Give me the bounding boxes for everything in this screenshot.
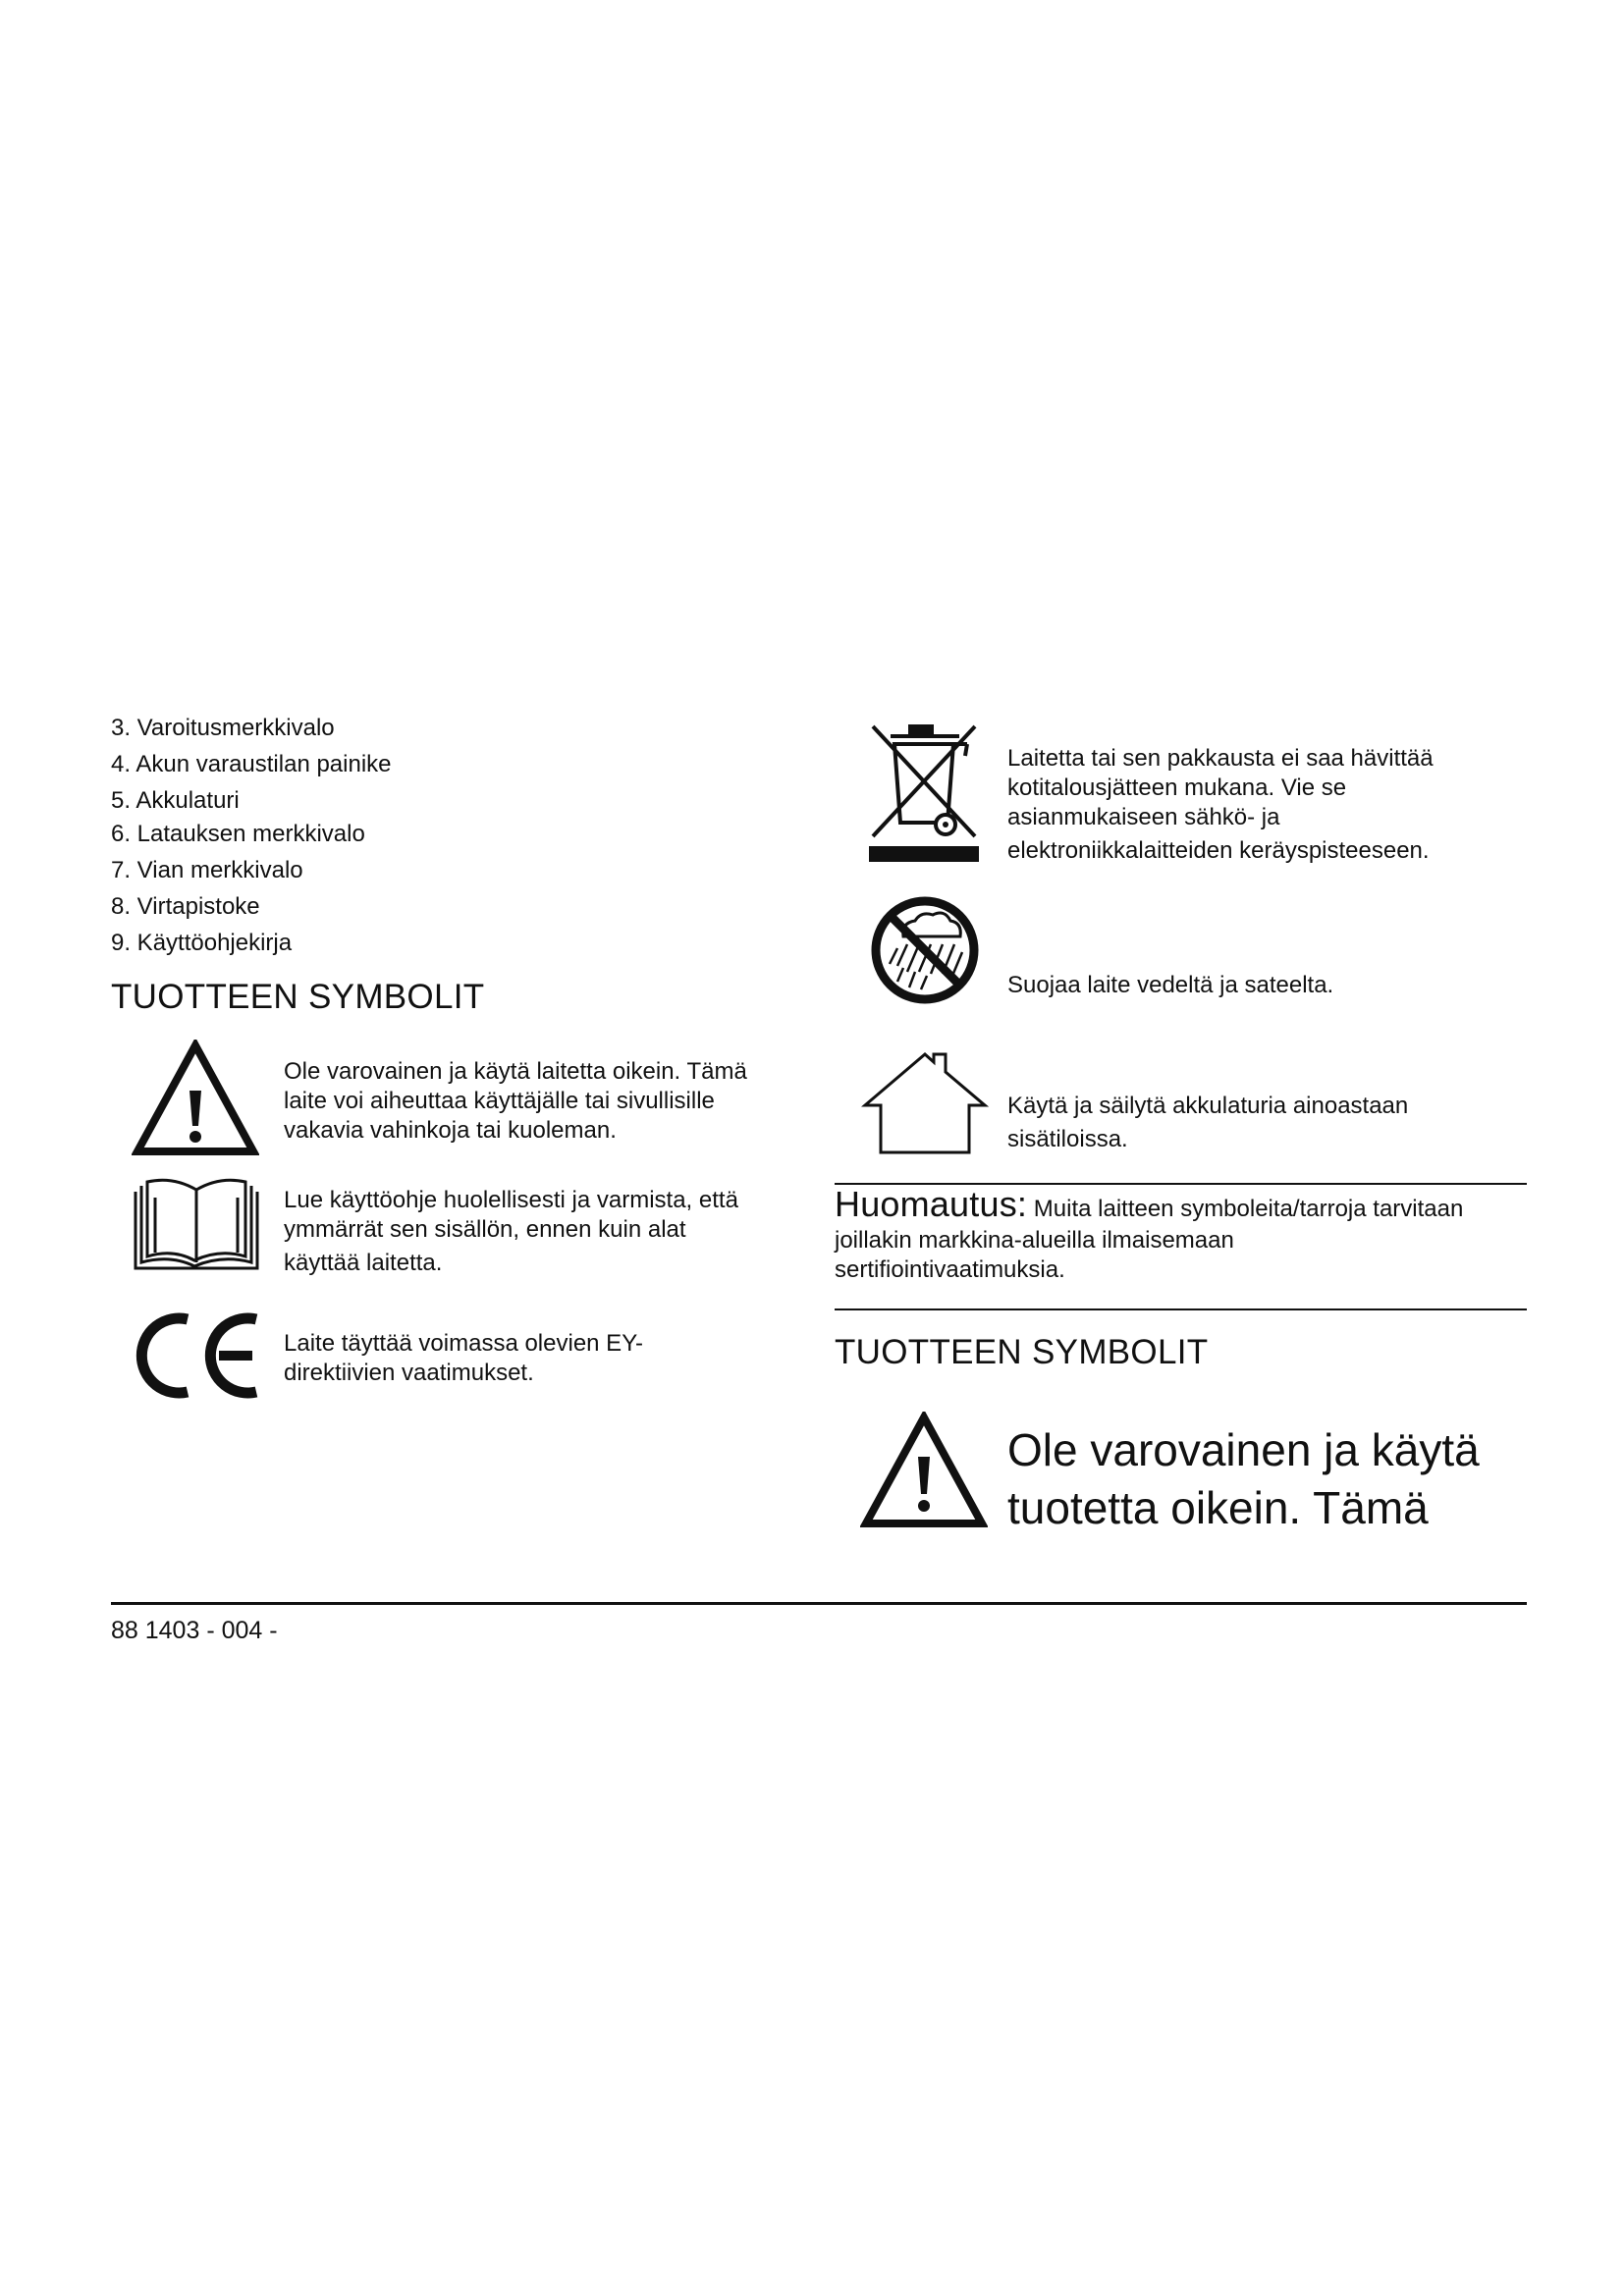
crossed-out-bin-icon	[869, 722, 979, 868]
symbol-description: Laitetta tai sen pakkausta ei saa hävittää kotitalousjätteen mukana. Vie se asianmukaiseen sähkö- ja elektroniikkalaitteiden keräyspisteeseen.	[1007, 745, 1434, 864]
section-heading: TUOTTEEN SYMBOLIT	[111, 978, 485, 1016]
list-item: 5. Akkulaturi	[111, 787, 240, 814]
list-item: 7. Vian merkkivalo	[111, 857, 303, 883]
symbol-description: Ole varovainen ja käytä laitetta oikein. Tämä laite voi aiheuttaa käyttäjälle tai sivullisille vakavia vahinkoja tai kuoleman.	[284, 1058, 747, 1144]
symbol-description: Suojaa laite vedeltä ja sateelta.	[1007, 972, 1334, 998]
page-footer: 88 1403 - 004 -	[111, 1617, 278, 1644]
open-book-icon	[132, 1178, 261, 1272]
section-heading: TUOTTEEN SYMBOLIT	[835, 1333, 1209, 1371]
list-item: 8. Virtapistoke	[111, 893, 260, 920]
divider	[835, 1308, 1527, 1310]
note-lead: Huomautus:	[835, 1184, 1028, 1224]
note-text: sertifiointivaatimuksia.	[835, 1256, 1065, 1283]
note-block	[835, 1184, 1527, 1285]
warning-triangle-icon	[860, 1412, 988, 1529]
symbol-description: Lue käyttöohje huolellisesti ja varmista, että ymmärrät sen sisällön, ennen kuin alat käyttää laitetta.	[284, 1187, 738, 1276]
note-text: joillakin markkina-alueilla ilmaisemaan	[835, 1227, 1234, 1254]
indoor-house-icon	[861, 1050, 989, 1156]
list-item: 3. Varoitusmerkkivalo	[111, 715, 335, 741]
list-item: 4. Akun varaustilan painike	[111, 751, 392, 777]
no-rain-icon	[868, 893, 982, 1007]
symbol-description: Laite täyttää voimassa olevien EY- direktiivien vaatimukset.	[284, 1330, 643, 1386]
ce-mark-icon	[133, 1311, 262, 1400]
footer-rule	[111, 1602, 1527, 1605]
list-item: 9. Käyttöohjekirja	[111, 930, 293, 956]
symbol-description: Käytä ja säilytä akkulaturia ainoastaan sisätiloissa.	[1007, 1093, 1409, 1152]
warning-triangle-icon	[132, 1040, 259, 1157]
big-warning-text: Ole varovainen ja käytä tuotetta oikein. Tämä	[1007, 1424, 1480, 1533]
list-item: 6. Latauksen merkkivalo	[111, 821, 365, 847]
note-text: Muita laitteen symboleita/tarroja tarvitaan	[1027, 1196, 1464, 1222]
